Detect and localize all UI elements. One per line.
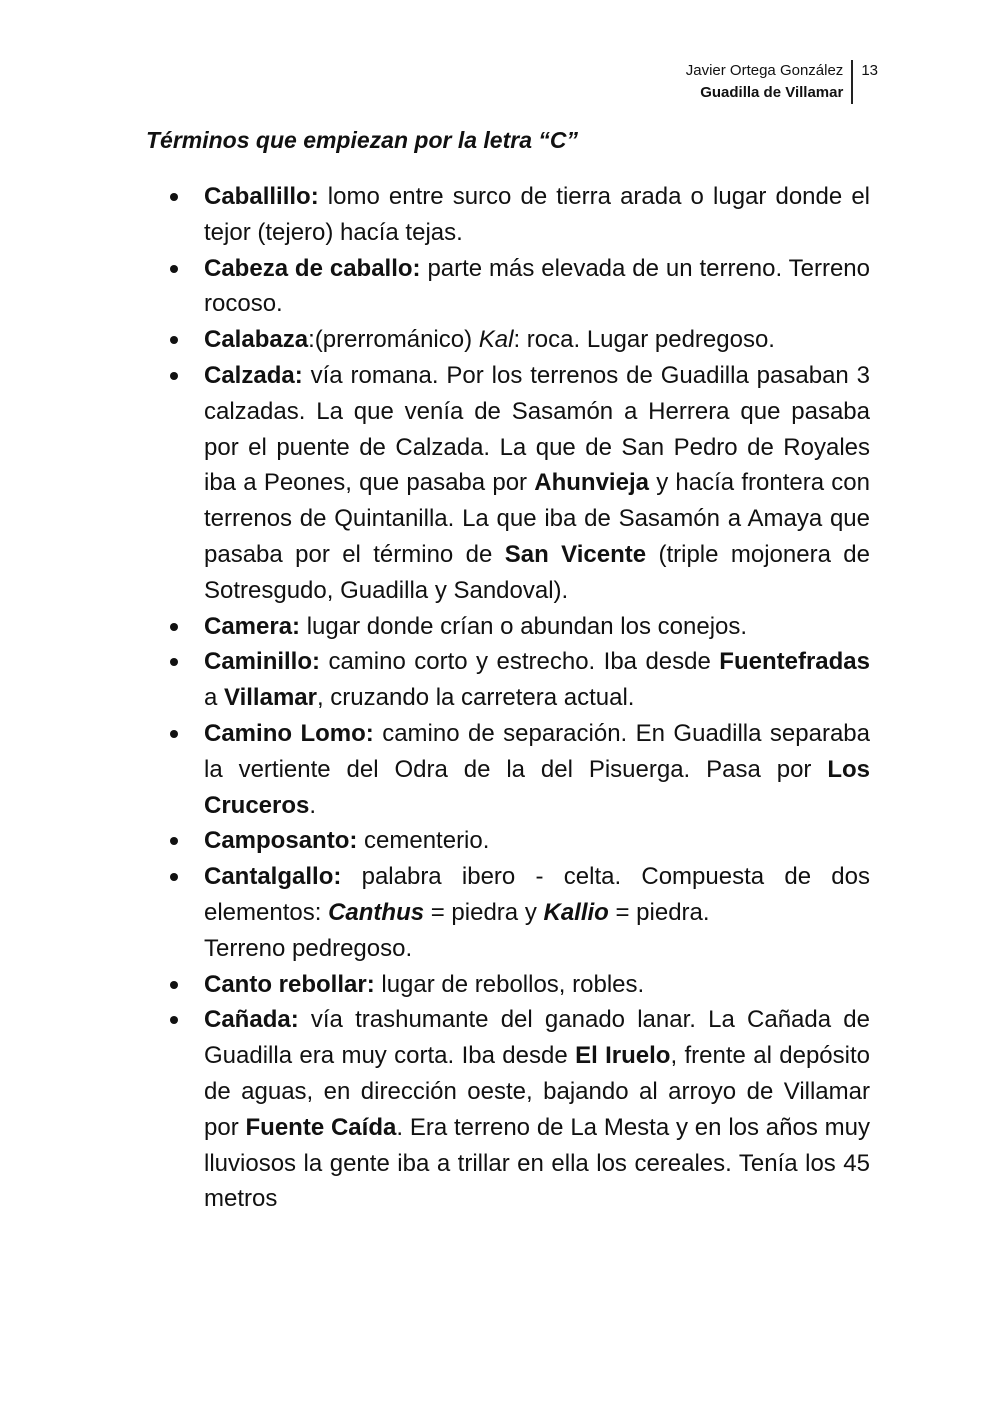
page-number: 13 [861, 62, 878, 79]
list-item [165, 859, 870, 966]
place-name: Fuente Caída [245, 1113, 397, 1141]
list-item [165, 1002, 870, 1217]
bullet-icon [170, 193, 178, 201]
bullet-icon [170, 336, 178, 344]
term-text: (triple mojonera de Sotresgudo, Guadilla y Sandoval). [204, 540, 871, 604]
bullet-icon [170, 1016, 178, 1024]
list-item [165, 716, 870, 823]
term-name: Camino Lomo: [204, 719, 374, 747]
bullet-icon [170, 372, 178, 380]
header-author: Javier Ortega González [685, 62, 844, 79]
term-name: Calzada: [204, 361, 303, 389]
place-name: Fuentefradas [719, 648, 870, 676]
bullet-icon [170, 873, 178, 881]
term-name: Calabaza [204, 326, 309, 354]
list-item [165, 358, 870, 609]
term-text: . [309, 791, 317, 819]
term-text: vía trashumante del ganado lanar. La Cañada de Guadilla era muy corta. Iba desde [204, 1006, 870, 1070]
term-text: parte más elevada de un terreno. Terreno rocoso. [204, 254, 870, 318]
list-item [165, 179, 870, 251]
list-item [165, 823, 870, 859]
terms-list [165, 179, 870, 1217]
header-subtitle: Guadilla de Villamar [700, 84, 844, 101]
bullet-icon [170, 623, 178, 631]
bullet-icon [170, 981, 178, 989]
term-text: Terreno pedregoso. [204, 934, 413, 962]
term-text: lomo entre surco de tierra arada o lugar donde el tejor (tejero) hacía tejas. [204, 183, 870, 246]
term-text: lugar de rebollos, robles. [374, 970, 645, 998]
term-text: lugar donde crían o abundan los conejos. [300, 612, 748, 640]
header-text [686, 60, 854, 104]
term-text: a [204, 684, 225, 712]
bullet-icon [170, 837, 178, 845]
list-item [165, 251, 870, 323]
bullet-icon [170, 730, 178, 738]
term-italic: Kal [478, 326, 514, 354]
term-text: cementerio. [357, 827, 490, 855]
term-name: Canto rebollar: [204, 970, 375, 998]
page-header [686, 60, 878, 104]
term-name: Caballillo: [204, 183, 319, 210]
place-name: Ahunvieja [534, 469, 649, 497]
term-text: : roca. Lugar pedregoso. [513, 326, 775, 354]
term-text: camino corto y estrecho. Iba desde [320, 648, 720, 676]
bullet-icon [170, 265, 178, 273]
term-etymon: Canthus [328, 898, 425, 926]
term-name: Cantalgallo: [204, 863, 342, 891]
place-name: Villamar [224, 684, 317, 712]
term-text: camino de separación. En Guadilla separaba la vertiente del Odra de la del Pisuerga. Pasa por [204, 719, 870, 783]
place-name: Los Cruceros [204, 755, 870, 819]
term-name: Caminillo: [204, 648, 321, 676]
term-text: :(prerrománico) [308, 326, 479, 354]
term-text: vía romana. Por los terrenos de Guadilla pasaban 3 calzadas. La que venía de Sasamón a Herrera que pasaba por el puente de Calzada. La que de San Pedro de Royales iba a Peones, que pasaba por [204, 361, 870, 497]
term-text: , frente al depósito de aguas, en dirección oeste, bajando al arroyo de Villamar por [204, 1042, 871, 1141]
term-text: y hacía frontera con terrenos de Quintanilla. La que iba de Sasamón a Amaya que pasaba por el término de [204, 469, 870, 568]
term-name: Cabeza de caballo: [204, 254, 421, 282]
list-item [165, 967, 870, 1003]
list-item [165, 322, 870, 358]
term-name: Cañada: [204, 1006, 299, 1034]
term-text: palabra ibero - celta. Compuesta de dos elementos: [204, 863, 870, 926]
section-title: Términos que empiezan por la letra “C” [146, 127, 578, 153]
list-item [165, 609, 870, 645]
term-etymon: Kallio [543, 898, 609, 926]
term-name: Camera: [204, 612, 301, 640]
term-text: , cruzando la carretera actual. [316, 684, 635, 712]
list-item [165, 644, 870, 716]
place-name: San Vicente [504, 540, 647, 568]
term-text: . Era terreno de La Mesta y en los años muy lluviosos la gente iba a trillar en ella los cereales. Tenía los 45 metros [204, 1113, 870, 1213]
place-name: El Iruelo [575, 1042, 671, 1070]
term-text: = piedra y [424, 898, 544, 926]
term-text: = piedra. [608, 898, 710, 926]
term-name: Camposanto: [204, 827, 358, 855]
bullet-icon [170, 658, 178, 666]
